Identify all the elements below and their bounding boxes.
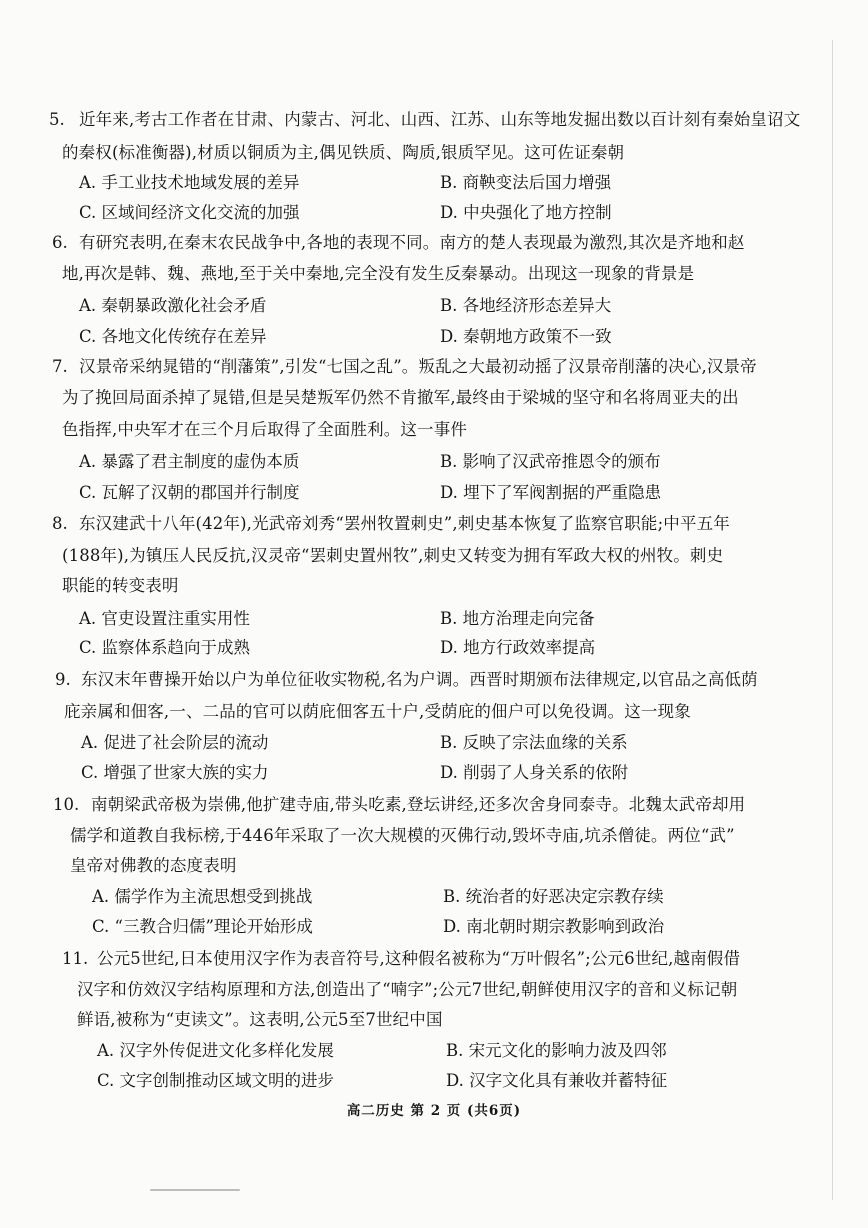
option-c [92,917,313,937]
option-text: 各地文化传统存在差异 [101,327,267,346]
question-text-line: 庇亲属和佃客,一、二品的官可以荫庇佃客五十户,受荫庇的佃户可以免役调。这一现象 [64,702,691,721]
question-text-line: 为了挽回局面杀掉了晁错,但是吴楚叛军仍然不肯撤军,最终由于梁城的坚守和名将周亚夫的出 [62,388,739,407]
option-c [97,1071,334,1091]
option-text: 埋下了军阀割据的严重隐患 [463,483,662,502]
option-text: 手工业技术地域发展的差异 [101,173,300,192]
option-text: 宋元文化的影响力波及四邻 [468,1041,667,1060]
option-a [79,173,299,193]
option-text: 削弱了人身关系的依附 [463,763,629,782]
question-number: 8. [52,514,68,533]
option-b [440,733,628,753]
question-text-line: 职能的转变表明 [62,576,179,595]
option-text: 监察体系趋向于成熟 [101,638,251,657]
option-text: 地方治理走向完备 [462,609,595,628]
option-text: 增强了世家大族的实力 [103,763,269,782]
option-label: A. [92,887,110,906]
option-text: 汉字文化具有兼收并蓄特征 [469,1071,668,1090]
option-label: D. [443,917,461,936]
option-text: 统治者的好恶决定宗教存续 [465,887,664,906]
option-text: 商鞅变法后国力增强 [462,173,612,192]
question-text-line: 的秦权(标准衡器),材质以铜质为主,偶见铁质、陶质,银质罕见。这可佐证秦朝 [62,143,625,162]
question-text-line: 汉景帝采纳晁错的“削藩策”,引发“七国之乱”。叛乱之大最初动摇了汉景帝削藩的决心,汉景帝 [79,357,757,376]
option-label: C. [79,483,97,502]
option-c [81,763,269,783]
option-text: 中央强化了地方控制 [463,203,612,222]
option-d [440,327,612,347]
option-a [97,1041,334,1061]
question-text-line: 东汉建武十八年(42年),光武帝刘秀“罢州牧置刺史”,刺史基本恢复了监察官职能;中平五年 [79,514,730,533]
option-c [79,327,267,347]
option-label: A. [79,173,97,192]
option-text: 促进了社会阶层的流动 [103,733,269,752]
option-a [79,296,266,316]
option-text: 反映了宗法血缘的关系 [462,733,628,752]
question-text-line: 皇帝对佛教的态度表明 [70,856,237,875]
question-text-line: 近年来,考古工作者在甘肃、内蒙古、河北、山西、江苏、山东等地发掘出数以百计刻有秦始皇诏文 [79,110,801,129]
option-label: B. [440,733,458,752]
option-label: C. [79,327,97,346]
question-number: 10. [53,795,80,814]
scan-edge-line [832,40,833,1200]
option-label: C. [81,763,99,782]
option-b [440,296,611,316]
option-label: D. [440,483,458,502]
question-text-line: 儒学和道教自我标榜,于446年采取了一次大规模的灭佛行动,毁坏寺庙,坑杀僧徒。两位“武” [70,826,735,845]
option-text: “三教合归儒”理论开始形成 [114,917,313,936]
option-text: 地方行政效率提高 [463,638,596,657]
question-text-line: 地,再次是韩、魏、燕地,至于关中秦地,完全没有发生反秦暴动。出现这一现象的背景是 [62,264,695,283]
option-label: B. [446,1041,464,1060]
question-number: 5. [49,110,65,129]
option-text: 各地经济形态差异大 [462,296,612,315]
option-label: A. [79,296,97,315]
option-label: B. [443,887,461,906]
option-text: 文字创制推动区域文明的进步 [119,1071,335,1090]
option-text: 影响了汉武帝推恩令的颁布 [462,452,661,471]
option-b [440,609,595,629]
option-text: 儒学作为主流思想受到挑战 [114,887,313,906]
question-text-line: 公元5世纪,日本使用汉字作为表音符号,这种假名被称为“万叶假名”;公元6世纪,越南假借 [97,949,741,968]
option-label: B. [440,173,458,192]
option-d [443,917,664,937]
option-c [79,483,300,503]
option-label: D. [446,1071,464,1090]
option-d [440,763,628,783]
option-d [440,638,595,658]
question-number: 11. [62,949,89,968]
option-d [440,203,612,223]
option-label: B. [440,296,458,315]
question-number: 7. [52,357,68,376]
option-c [79,203,300,223]
option-label: B. [440,609,458,628]
question-text-line: 东汉末年曹操开始以户为单位征收实物税,名为户调。西晋时期颁布法律规定,以官品之高低荫 [81,670,758,689]
option-label: B. [440,452,458,471]
option-text: 瓦解了汉朝的郡国并行制度 [101,483,300,502]
option-text: 秦朝暴政激化社会矛盾 [101,296,267,315]
option-text: 汉字外传促进文化多样化发展 [119,1041,334,1060]
option-text: 暴露了君主制度的虚伪本质 [101,452,300,471]
option-label: A. [81,733,99,752]
option-text: 官吏设置注重实用性 [101,609,250,628]
option-label: C. [92,917,110,936]
option-label: C. [97,1071,115,1090]
option-d [446,1071,667,1091]
question-text-line: 汉字和仿效汉字结构原理和方法,创造出了“喃字”;公元7世纪,朝鲜使用汉字的音和义标记朝 [77,980,738,999]
question-number: 9. [55,670,71,689]
page-footer: 高二历史 第 2 页 (共6页) [346,1103,522,1119]
scan-mark [150,1189,240,1191]
option-label: A. [79,609,97,628]
option-text: 南北朝时期宗教影响到政治 [466,917,665,936]
option-label: C. [79,638,97,657]
option-a [79,452,299,472]
option-text: 区域间经济文化交流的加强 [101,203,300,222]
question-text-line: (188年),为镇压人民反抗,汉灵帝“罢刺史置州牧”,刺史又转变为拥有军政大权的州牧。刺史 [62,546,724,565]
option-label: D. [440,638,458,657]
option-b [446,1041,667,1061]
question-text-line: 有研究表明,在秦末农民战争中,各地的表现不同。南方的楚人表现最为激烈,其次是齐地和赵 [79,233,745,252]
option-label: D. [440,327,458,346]
option-label: C. [79,203,97,222]
option-d [440,483,661,503]
question-text-line: 色指挥,中央军才在三个月后取得了全面胜利。这一事件 [62,420,467,439]
option-b [443,887,664,907]
question-number: 6. [52,233,68,252]
option-a [92,887,312,907]
option-a [81,733,268,753]
question-text-line: 鲜语,被称为“吏读文”。这表明,公元5至7世纪中国 [77,1010,443,1029]
option-a [79,609,250,629]
option-b [440,452,661,472]
option-c [79,638,250,658]
option-text: 秦朝地方政策不一致 [463,327,612,346]
option-label: D. [440,203,458,222]
question-text-line: 南朝梁武帝极为崇佛,他扩建寺庙,带头吃素,登坛讲经,还多次舍身同泰寺。北魏太武帝却用 [91,795,746,814]
option-label: A. [79,452,97,471]
option-b [440,173,611,193]
option-label: A. [97,1041,115,1060]
option-label: D. [440,763,458,782]
